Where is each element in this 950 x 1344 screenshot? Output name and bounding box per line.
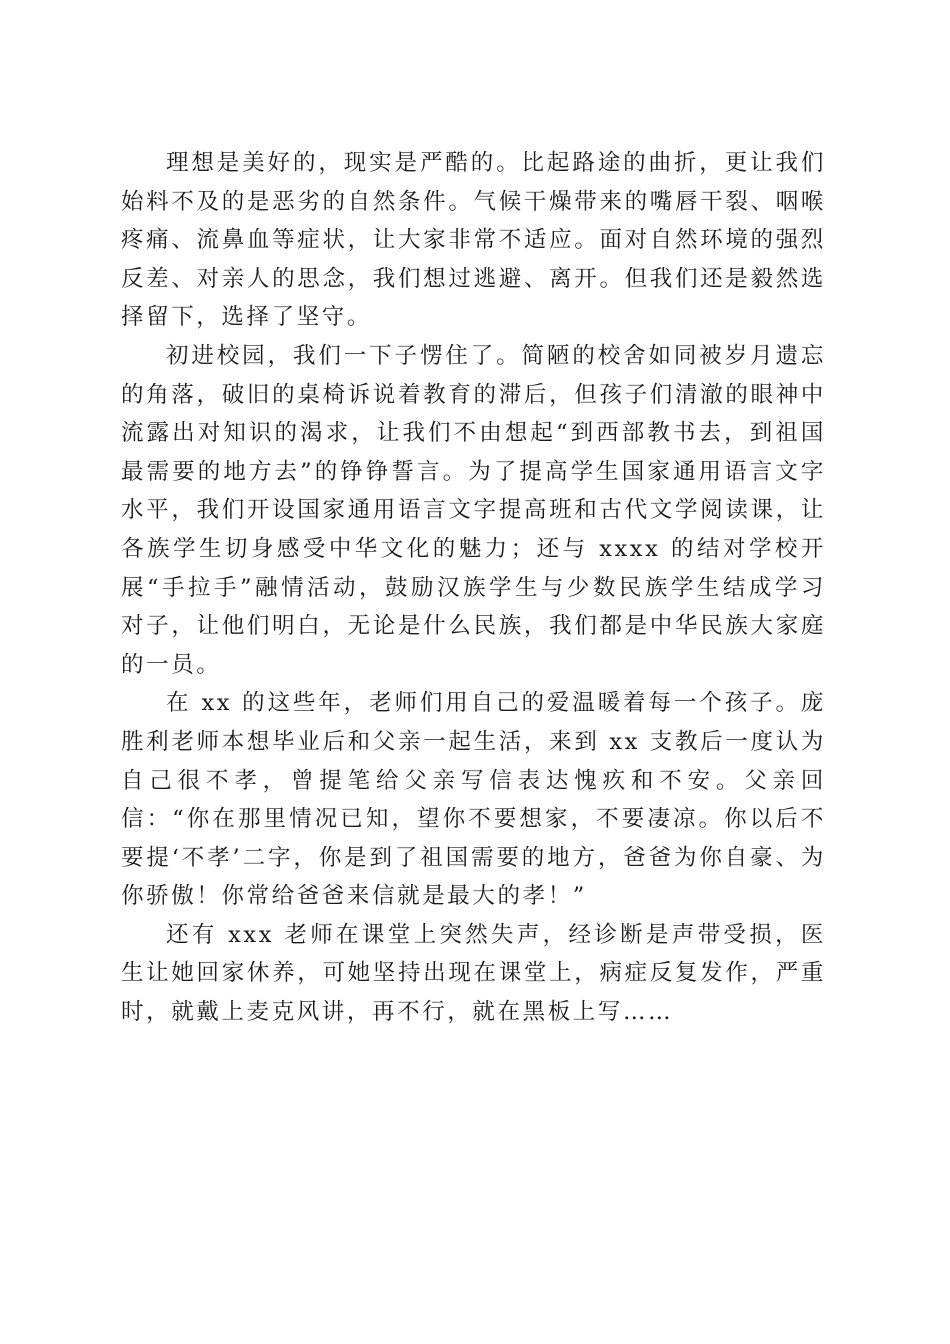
paragraph-teacher-lost-voice: 还有 xxx 老师在课堂上突然失声，经诊断是声带受损，医生让她回家休养，可她坚持出现在课堂上，病症反复发作，严重时，就戴上麦克风讲，再不行，就在黑板上写……	[121, 921, 826, 1026]
paragraph-ideals-and-reality: 理想是美好的，现实是严酷的。比起路途的曲折，更让我们始料不及的是恶劣的自然条件。气候干燥带来的嘴唇干裂、咽喉疼痛、流鼻血等症状，让大家非常不适应。面对自然环境的强烈反差、对亲人的思念，我们想过逃避、离开。但我们还是毅然选择留下，选择了坚守。	[121, 150, 826, 331]
paragraph-teachers-love: 在 xx 的这些年，老师们用自己的爱温暖着每一个孩子。庞胜利老师本想毕业后和父亲一起生活，来到 xx 支教后一度认为自己很不孝，曾提笔给父亲写信表达愧疚和不安。父亲回信：“你在那里情况已知，望你不要想家，不要凄凉。你以后不要提‘不孝’二字，你是到了祖国需要的地方，爸爸为你自豪、为你骄傲！你常给爸爸来信就是最大的孝！”	[121, 690, 826, 910]
document-body	[121, 144, 826, 1032]
paragraph-entering-campus: 初进校园，我们一下子愣住了。简陋的校舍如同被岁月遗忘的角落，破旧的桌椅诉说着教育的滞后，但孩子们清澈的眼神中流露出对知识的渴求，让我们不由想起“到西部教书去，到祖国最需要的地方去”的铮铮誓言。为了提高学生国家通用语言文字水平，我们开设国家通用语言文字提高班和古代文学阅读课，让各族学生切身感受中华文化的魅力；还与 xxxx 的结对学校开展“手拉手”融情活动，鼓励汉族学生与少数民族学生结成学习对子，让他们明白，无论是什么民族，我们都是中华民族大家庭的一员。	[121, 342, 826, 678]
